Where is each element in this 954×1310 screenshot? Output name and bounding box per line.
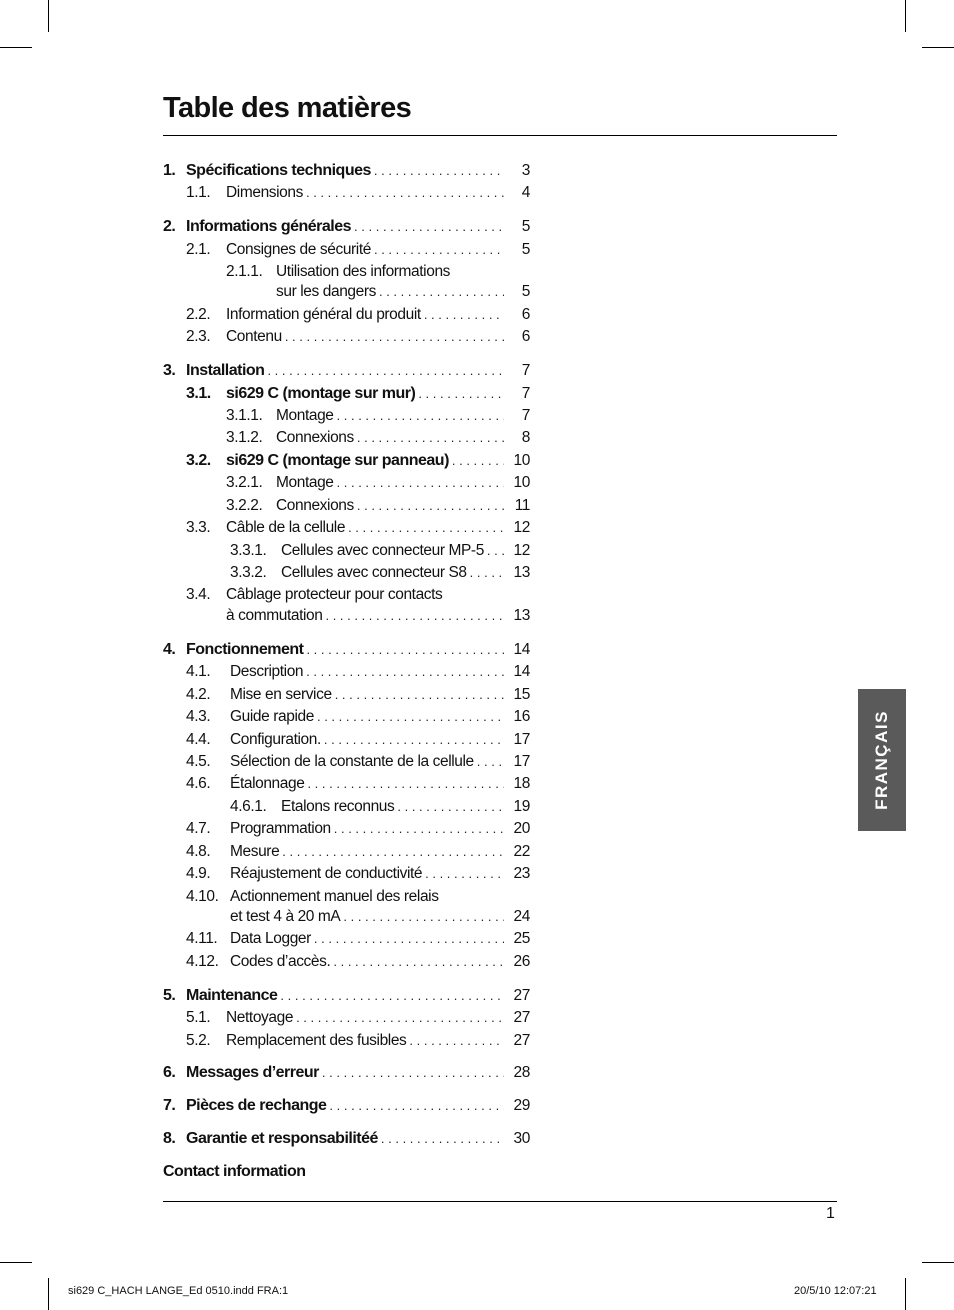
- toc-entry[interactable]: [0, 863, 530, 885]
- toc-entry[interactable]: [0, 216, 530, 238]
- toc-entry-number: 4.8.: [186, 843, 211, 860]
- toc-entry[interactable]: [0, 239, 530, 261]
- toc-entry-title: Spécifications techniques: [186, 162, 371, 179]
- toc-entry[interactable]: [0, 1128, 530, 1150]
- toc-entry[interactable]: [0, 773, 530, 795]
- toc-entry-title: Câble de la cellule: [226, 519, 346, 536]
- toc-entry-number: 1.: [163, 162, 176, 179]
- crop-mark: [0, 1262, 32, 1263]
- print-slug-date: 20/5/10 12:07:21: [794, 1285, 877, 1297]
- toc-entry-number: 5.: [163, 987, 176, 1004]
- toc-entry-page: 17: [513, 731, 530, 748]
- toc-entry-page: 10: [513, 474, 530, 491]
- toc-entry-title: Garantie et responsabilitéé: [186, 1130, 378, 1147]
- toc-entry-page: 16: [513, 708, 530, 725]
- title-rule: [163, 135, 837, 136]
- toc-entry-page: 6: [521, 306, 530, 323]
- toc-entry-title: Mise en service: [230, 686, 332, 703]
- toc-entry-page: 27: [513, 1032, 530, 1049]
- toc-entry-page: 12: [513, 542, 530, 559]
- toc-entry-page: 25: [513, 930, 530, 947]
- dot-leader: [343, 906, 504, 928]
- toc-entry-page: 18: [513, 775, 530, 792]
- dot-leader: [418, 383, 504, 405]
- toc-entry-title: Montage: [276, 474, 334, 491]
- dot-leader: [306, 661, 504, 683]
- toc-entry-page: 3: [521, 162, 530, 179]
- toc-entry-number: 3.3.2.: [230, 564, 267, 581]
- crop-mark: [922, 47, 954, 48]
- toc-entry-page: 23: [513, 865, 530, 882]
- toc-entry-page: 13: [513, 607, 530, 624]
- toc-entry[interactable]: [0, 326, 530, 348]
- toc-entry-number: 4.: [163, 641, 176, 658]
- toc-entry-page: 14: [513, 641, 530, 658]
- toc-entry-title: Maintenance: [186, 987, 278, 1004]
- toc-entry-title: si629 C (montage sur panneau): [226, 452, 449, 469]
- dot-leader: [409, 1030, 504, 1052]
- crop-mark: [905, 0, 906, 32]
- toc-entry-number: 5.2.: [186, 1032, 211, 1049]
- toc-entry-page: 19: [513, 798, 530, 815]
- language-tab: [858, 689, 906, 831]
- toc-entry-number: 3.1.1.: [226, 407, 263, 424]
- toc-entry[interactable]: [0, 450, 530, 472]
- toc-entry-number: 8.: [163, 1130, 176, 1147]
- dot-leader: [397, 796, 504, 818]
- toc-entry-title: Guide rapide: [230, 708, 314, 725]
- toc-entry-number: 3.3.: [186, 519, 211, 536]
- dot-leader: [357, 495, 504, 517]
- toc-entry-page: 6: [521, 328, 530, 345]
- toc-entry[interactable]: [0, 985, 530, 1007]
- dot-leader: [267, 360, 504, 382]
- toc-entry[interactable]: [0, 360, 530, 382]
- toc-entry-title: Montage: [276, 407, 334, 424]
- toc-entry-number: 3.1.2.: [226, 429, 263, 446]
- toc-entry[interactable]: [0, 706, 530, 728]
- toc-entry-page: 20: [513, 820, 530, 837]
- toc-entry[interactable]: [0, 639, 530, 661]
- toc-entry[interactable]: [0, 182, 530, 204]
- toc-entry-title: Sélection de la constante de la cellule: [230, 753, 474, 770]
- toc-entry[interactable]: [0, 427, 530, 449]
- toc-entry[interactable]: [0, 605, 530, 627]
- toc-entry-page: 7: [521, 385, 530, 402]
- toc-entry[interactable]: [0, 796, 530, 818]
- dot-leader: [280, 985, 504, 1007]
- toc-entry-number: 4.6.1.: [230, 798, 267, 815]
- toc-entry[interactable]: [0, 281, 530, 303]
- toc-entry[interactable]: [0, 886, 530, 908]
- print-slug-file: si629 C_HACH LANGE_Ed 0510.indd FRA:1: [68, 1285, 289, 1297]
- toc-entry[interactable]: [0, 160, 530, 182]
- toc-entry-title: Réajustement de conductivité: [230, 865, 423, 882]
- dot-leader: [317, 706, 504, 728]
- toc-entry-title: Remplacement des fusibles: [226, 1032, 407, 1049]
- toc-entry-number: 3.2.1.: [226, 474, 263, 491]
- toc-entry[interactable]: [0, 1095, 530, 1117]
- toc-entry-title: Data Logger: [230, 930, 311, 947]
- toc-entry-title: Étalonnage: [230, 775, 305, 792]
- toc-entry-page: 12: [513, 519, 530, 536]
- toc-entry-number: 4.4.: [186, 731, 211, 748]
- dot-leader: [296, 1007, 504, 1029]
- toc-entry-title: Description: [230, 663, 304, 680]
- toc-entry-title: Fonctionnement: [186, 641, 304, 658]
- toc-entry-number: 4.6.: [186, 775, 211, 792]
- toc-entry-page: 17: [513, 753, 530, 770]
- toc-entry[interactable]: [0, 495, 530, 517]
- toc-entry[interactable]: [0, 818, 530, 840]
- toc-entry-title: Actionnement manuel des relais: [230, 888, 439, 905]
- crop-mark: [905, 1278, 906, 1310]
- language-tab-label: FRANÇAIS: [872, 710, 891, 810]
- dot-leader: [325, 605, 504, 627]
- toc-entry[interactable]: [0, 906, 530, 928]
- toc-entry[interactable]: [0, 584, 530, 606]
- toc-entry[interactable]: [0, 684, 530, 706]
- toc-entry-title: sur les dangers: [276, 283, 376, 300]
- dot-leader: [334, 818, 504, 840]
- dot-leader: [374, 239, 504, 261]
- toc-entry[interactable]: [0, 261, 530, 283]
- toc-entry-number: 7.: [163, 1097, 176, 1114]
- toc-entry[interactable]: [0, 1007, 530, 1029]
- toc-entry-number: 4.5.: [186, 753, 211, 770]
- toc-entry[interactable]: [0, 517, 530, 539]
- dot-leader: [329, 1095, 504, 1117]
- toc-entry[interactable]: [0, 1062, 530, 1084]
- toc-entry[interactable]: [0, 928, 530, 950]
- toc-entry-title: Configuration.: [230, 731, 321, 748]
- toc-entry-title: Dimensions: [226, 184, 303, 201]
- toc-entry-title: et test 4 à 20 mA: [230, 908, 341, 925]
- toc-entry[interactable]: [0, 472, 530, 494]
- toc-entry-number: 6.: [163, 1064, 176, 1081]
- toc-entry[interactable]: [0, 304, 530, 326]
- dot-leader: [354, 216, 504, 238]
- toc-entry-title: Installation: [186, 362, 265, 379]
- toc-entry-number: 2.: [163, 218, 176, 235]
- toc-entry-title: Cellules avec connecteur MP-5: [281, 542, 484, 559]
- dot-leader: [307, 773, 504, 795]
- toc-entry-page: 28: [513, 1064, 530, 1081]
- dot-leader: [374, 160, 504, 182]
- toc-entry-page: 15: [513, 686, 530, 703]
- toc-entry-page: 11: [514, 497, 530, 514]
- toc-entry-page: 5: [521, 218, 530, 235]
- toc-entry-page: 22: [513, 843, 530, 860]
- toc-entry-title: Connexions: [276, 497, 354, 514]
- toc-entry[interactable]: [0, 1161, 530, 1183]
- dot-leader: [487, 540, 504, 562]
- dot-leader: [357, 427, 504, 449]
- toc-entry-title: Pièces de rechange: [186, 1097, 327, 1114]
- toc-entry[interactable]: [0, 405, 530, 427]
- toc-entry-number: 5.1.: [186, 1009, 211, 1026]
- dot-leader: [306, 182, 504, 204]
- toc-entry-title: Utilisation des informations: [276, 263, 451, 280]
- toc-entry[interactable]: [0, 841, 530, 863]
- toc-entry-number: 4.11.: [186, 930, 218, 947]
- toc-entry-page: 30: [513, 1130, 530, 1147]
- crop-mark: [48, 0, 49, 32]
- toc-entry-page: 7: [521, 407, 530, 424]
- toc-entry-title: Nettoyage: [226, 1009, 294, 1026]
- page-title: Table des matières: [163, 92, 412, 124]
- dot-leader: [348, 517, 504, 539]
- toc-entry-title: Cellules avec connecteur S8: [281, 564, 467, 581]
- toc-entry-page: 14: [513, 663, 530, 680]
- dot-leader: [477, 751, 504, 773]
- toc-entry-number: 2.1.1.: [226, 263, 263, 280]
- dot-leader: [337, 405, 504, 427]
- footer-rule: [163, 1201, 837, 1202]
- toc-entry-page: 7: [521, 362, 530, 379]
- toc-entry-page: 26: [513, 953, 530, 970]
- dot-leader: [335, 684, 504, 706]
- toc-entry-title: Etalons reconnus: [281, 798, 395, 815]
- dot-leader: [306, 639, 504, 661]
- dot-leader: [324, 729, 504, 751]
- dot-leader: [337, 472, 504, 494]
- toc-entry[interactable]: [0, 951, 530, 973]
- toc-entry-number: 3.2.2.: [226, 497, 263, 514]
- toc-entry-number: 3.4.: [186, 586, 211, 603]
- crop-mark: [48, 1278, 49, 1310]
- dot-leader: [282, 841, 504, 863]
- toc-entry[interactable]: [0, 540, 530, 562]
- toc-entry[interactable]: [0, 751, 530, 773]
- toc-entry-page: 24: [513, 908, 530, 925]
- dot-leader: [381, 1128, 504, 1150]
- toc-entry-page: 29: [513, 1097, 530, 1114]
- toc-entry-title: à commutation: [226, 607, 323, 624]
- toc-entry-title: Informations générales: [186, 218, 352, 235]
- toc-entry-page: 5: [521, 283, 530, 300]
- toc-entry-number: 4.12.: [186, 953, 219, 970]
- toc-entry-number: 3.2.: [186, 452, 211, 469]
- toc-entry[interactable]: [0, 1030, 530, 1052]
- dot-leader: [333, 951, 504, 973]
- toc-entry-number: 3.1.: [186, 385, 211, 402]
- toc-entry-title: Information général du produit: [226, 306, 421, 323]
- toc-entry-number: 4.3.: [186, 708, 211, 725]
- toc-entry-number: 2.2.: [186, 306, 211, 323]
- toc-entry-number: 4.9.: [186, 865, 211, 882]
- toc-entry-title: Connexions: [276, 429, 354, 446]
- toc-entry[interactable]: [0, 661, 530, 683]
- toc-entry-number: 4.10.: [186, 888, 219, 905]
- toc-entry-number: 2.3.: [186, 328, 211, 345]
- dot-leader: [322, 1062, 504, 1084]
- toc-entry-page: 8: [521, 429, 530, 446]
- toc-entry-number: 1.1.: [186, 184, 211, 201]
- toc-entry-number: 2.1.: [186, 241, 211, 258]
- toc-entry-page: 13: [513, 564, 530, 581]
- toc-entry-title: Consignes de sécurité: [226, 241, 371, 258]
- dot-leader: [470, 562, 504, 584]
- toc-entry-number: 4.1.: [186, 663, 211, 680]
- toc-entry-number: 4.7.: [186, 820, 211, 837]
- toc-entry-title: Messages d’erreur: [186, 1064, 319, 1081]
- toc-entry-number: 4.2.: [186, 686, 211, 703]
- toc-entry-page: 5: [521, 241, 530, 258]
- toc-entry-title: Programmation: [230, 820, 331, 837]
- crop-mark: [922, 1262, 954, 1263]
- toc-entry-page: 10: [513, 452, 530, 469]
- dot-leader: [379, 281, 504, 303]
- toc-entry-title: Câblage protecteur pour contacts: [226, 586, 443, 603]
- dot-leader: [285, 326, 504, 348]
- toc-entry-number: 3.3.1.: [230, 542, 267, 559]
- toc-entry-title: Contenu: [226, 328, 282, 345]
- toc-entry-page: 27: [513, 987, 530, 1004]
- page-number: 1: [826, 1205, 835, 1222]
- toc-entry-title: Mesure: [230, 843, 280, 860]
- toc-entry-title: Codes d’accès.: [230, 953, 331, 970]
- toc-entry-page: 4: [521, 184, 530, 201]
- dot-leader: [314, 928, 504, 950]
- toc-entry-number: 3.: [163, 362, 176, 379]
- crop-mark: [0, 47, 32, 48]
- toc-entry-page: 27: [513, 1009, 530, 1026]
- toc-entry-title: Contact information: [163, 1163, 306, 1180]
- toc-entry[interactable]: [0, 562, 530, 584]
- dot-leader: [452, 450, 504, 472]
- toc-entry[interactable]: [0, 729, 530, 751]
- toc-entry-title: si629 C (montage sur mur): [226, 385, 416, 402]
- toc-entry[interactable]: [0, 383, 530, 405]
- dot-leader: [425, 863, 504, 885]
- dot-leader: [424, 304, 504, 326]
